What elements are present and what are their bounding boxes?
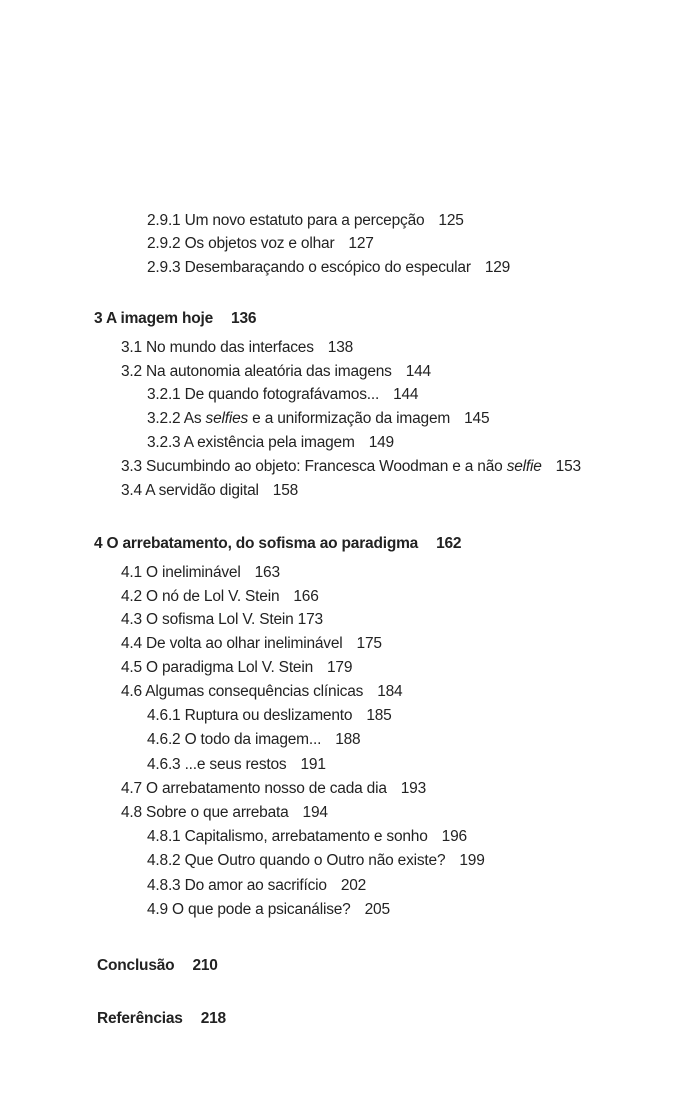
toc-entry-4-4 xyxy=(121,634,382,654)
entry-page: 191 xyxy=(300,756,326,773)
entry-title: 4.8.1 Capitalismo, arrebatamento e sonho xyxy=(147,828,428,845)
entry-title-italic: selfies xyxy=(205,410,249,427)
entry-title-post: e a uniformização da imagem xyxy=(248,410,451,427)
toc-entry-2-9-1 xyxy=(147,211,464,231)
entry-page: 179 xyxy=(327,659,353,676)
entry-page: 129 xyxy=(484,259,511,276)
entry-page: 125 xyxy=(438,212,464,229)
toc-entry-3-1 xyxy=(121,338,353,358)
chapter-title: Referências xyxy=(97,1010,183,1027)
entry-title-italic: selfie xyxy=(506,458,542,475)
toc-entry-4-8-1 xyxy=(147,827,467,847)
entry-page: 199 xyxy=(459,852,485,869)
toc-entry-4-7 xyxy=(121,779,426,799)
toc-entry-3-2-3 xyxy=(147,433,394,453)
entry-title: 4.2 O nó de Lol V. Stein xyxy=(121,588,280,605)
toc-entry-4-3 xyxy=(121,610,323,630)
entry-title: 3.2.1 De quando fotografávamos... xyxy=(147,386,380,403)
entry-title: 4.6.1 Ruptura ou deslizamento xyxy=(147,707,353,724)
entry-title: 4.8 Sobre o que arrebata xyxy=(121,804,289,821)
entry-title: 4.4 De volta ao olhar ineliminável xyxy=(121,635,343,652)
entry-title: 4.3 O sofisma Lol V. Stein 173 xyxy=(121,611,323,628)
toc-entry-4-8 xyxy=(121,803,328,823)
entry-page: 163 xyxy=(254,564,280,581)
chapter-page: 218 xyxy=(200,1010,226,1027)
toc-entry-3-2 xyxy=(121,362,431,382)
toc-chapter-3 xyxy=(94,309,256,329)
entry-page: 145 xyxy=(464,410,490,427)
entry-page: 166 xyxy=(293,588,319,605)
toc-entry-4-6-2 xyxy=(147,730,360,750)
toc-entry-3-3 xyxy=(121,457,581,477)
entry-page: 184 xyxy=(377,683,403,700)
toc-entry-4-1 xyxy=(121,563,280,583)
entry-page: 138 xyxy=(327,339,354,356)
entry-title: 2.9.2 Os objetos voz e olhar xyxy=(147,235,335,252)
entry-title-pre: 3.2.2 As xyxy=(147,410,206,427)
toc-entry-2-9-2 xyxy=(147,234,374,254)
entry-page: 175 xyxy=(356,635,382,652)
entry-page: 194 xyxy=(302,804,328,821)
entry-title: 3.4 A servidão digital xyxy=(121,482,259,499)
entry-page: 144 xyxy=(393,386,419,403)
entry-title: 4.1 O ineliminável xyxy=(121,564,241,581)
entry-title-pre: 3.3 Sucumbindo ao objeto: Francesca Woodman e a não xyxy=(121,458,507,475)
entry-page: 205 xyxy=(364,901,390,918)
chapter-page: 136 xyxy=(231,310,257,327)
toc-entry-3-2-1 xyxy=(147,385,418,405)
entry-page: 158 xyxy=(272,482,299,499)
toc-entry-4-8-3 xyxy=(147,876,366,896)
toc-entry-3-4 xyxy=(121,481,298,501)
entry-page: 149 xyxy=(368,434,394,451)
toc-entry-4-2 xyxy=(121,587,319,607)
entry-title: 3.1 No mundo das interfaces xyxy=(121,339,314,356)
entry-page: 188 xyxy=(335,731,361,748)
toc-entry-2-9-3 xyxy=(147,258,510,278)
entry-title: 4.6 Algumas consequências clínicas xyxy=(121,683,364,700)
entry-title: 2.9.1 Um novo estatuto para a percepção xyxy=(147,212,425,229)
entry-page: 185 xyxy=(366,707,392,724)
entry-title: 4.7 O arrebatamento nosso de cada dia xyxy=(121,780,387,797)
toc-entry-4-6 xyxy=(121,682,402,702)
entry-title: 4.6.2 O todo da imagem... xyxy=(147,731,322,748)
toc-entry-4-6-1 xyxy=(147,706,392,726)
entry-page: 196 xyxy=(441,828,467,845)
toc-entry-4-9 xyxy=(147,900,390,920)
entry-title: 4.8.2 Que Outro quando o Outro não existe? xyxy=(147,852,446,869)
toc-chapter-4 xyxy=(94,534,461,554)
entry-page: 153 xyxy=(555,458,581,475)
chapter-title: 4 O arrebatamento, do sofisma ao paradigma xyxy=(94,535,419,552)
chapter-page: 162 xyxy=(436,535,462,552)
entry-page: 193 xyxy=(400,780,427,797)
toc-entry-4-8-2 xyxy=(147,851,485,871)
entry-title: 4.5 O paradigma Lol V. Stein xyxy=(121,659,314,676)
entry-title: 2.9.3 Desembaraçando o escópico do especular xyxy=(147,259,471,276)
toc-entry-4-5 xyxy=(121,658,352,678)
toc-entry-4-6-3 xyxy=(147,755,326,775)
entry-page: 202 xyxy=(340,877,367,894)
entry-title: 4.8.3 Do amor ao sacrifício xyxy=(147,877,327,894)
entry-title: 4.9 O que pode a psicanálise? xyxy=(147,901,351,918)
entry-page: 144 xyxy=(405,363,431,380)
chapter-title: Conclusão xyxy=(97,957,175,974)
entry-title: 3.2 Na autonomia aleatória das imagens xyxy=(121,363,392,380)
chapter-page: 210 xyxy=(192,957,218,974)
entry-title: 4.6.3 ...e seus restos xyxy=(147,756,287,773)
toc-conclusion xyxy=(97,956,218,976)
chapter-title: 3 A imagem hoje xyxy=(94,310,214,327)
entry-page: 127 xyxy=(348,235,374,252)
toc-references xyxy=(97,1009,226,1029)
toc-entry-3-2-2 xyxy=(147,409,489,429)
entry-title: 3.2.3 A existência pela imagem xyxy=(147,434,355,451)
